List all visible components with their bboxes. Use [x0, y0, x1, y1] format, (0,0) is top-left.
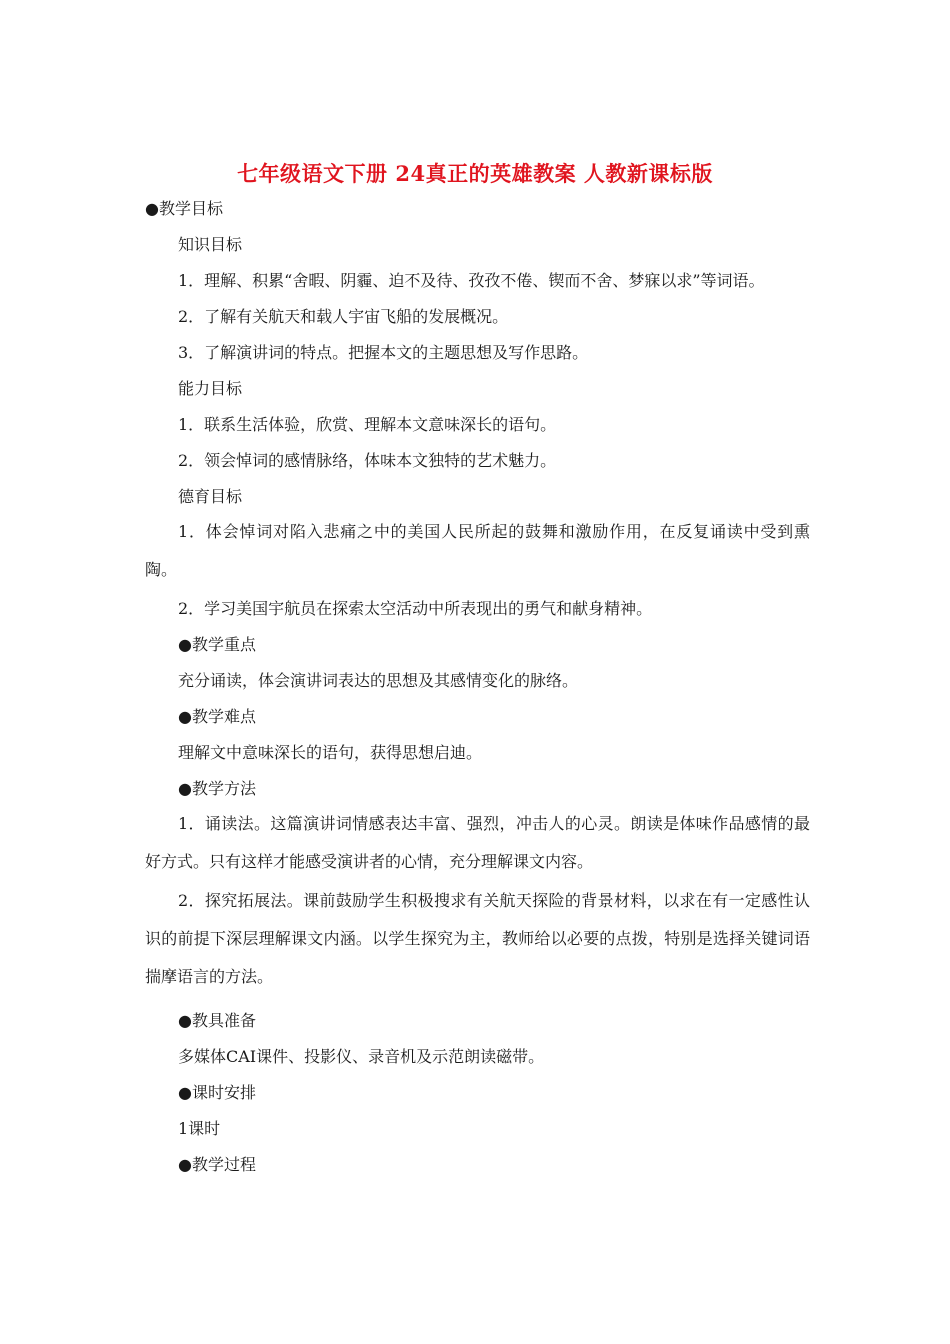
difficulty-text: 理解文中意味深长的语句，获得思想启迪。	[178, 743, 483, 762]
section-heading-schedule: ●课时安排	[178, 1083, 256, 1102]
schedule-text: 1课时	[178, 1119, 221, 1138]
section-heading-process: ●教学过程	[178, 1155, 256, 1174]
ability-item-2: 2．领会悼词的感情脉络，体味本文独特的艺术魅力。	[178, 451, 557, 470]
moral-item-2: 2．学习美国宇航员在探索太空活动中所表现出的勇气和献身精神。	[178, 599, 653, 618]
section-heading-tools: ●教具准备	[178, 1011, 256, 1030]
subheading-knowledge: 知识目标	[178, 235, 243, 254]
moral-item-1: 1．体会悼词对陷入悲痛之中的美国人民所起的鼓舞和激励作用，在反复诵读中受到熏陶。	[145, 522, 810, 579]
section-heading-difficulty: ●教学难点	[178, 707, 256, 726]
knowledge-item-2: 2．了解有关航天和载人宇宙飞船的发展概况。	[178, 307, 509, 326]
section-heading-goals: ●教学目标	[145, 199, 223, 218]
section-heading-method: ●教学方法	[178, 779, 256, 798]
method-item-1: 1．诵读法。这篇演讲词情感表达丰富、强烈，冲击人的心灵。朗读是体味作品感情的最好方式。只有这样才能感受演讲者的心情，充分理解课文内容。	[145, 814, 810, 871]
tools-text: 多媒体CAI课件、投影仪、录音机及示范朗读磁带。	[178, 1047, 545, 1066]
subheading-moral: 德育目标	[178, 487, 243, 506]
key-text: 充分诵读，体会演讲词表达的思想及其感情变化的脉络。	[178, 671, 579, 690]
knowledge-item-1: 1．理解、积累“舍暇、阴霾、迫不及待、孜孜不倦、锲而不舍、梦寐以求”等词语。	[178, 271, 765, 290]
document-title: 七年级语文下册 24真正的英雄教案 人教新课标版	[237, 161, 713, 186]
section-heading-key: ●教学重点	[178, 635, 256, 654]
ability-item-1: 1．联系生活体验，欣赏、理解本文意味深长的语句。	[178, 415, 557, 434]
subheading-ability: 能力目标	[178, 379, 243, 398]
method-item-2: 2．探究拓展法。课前鼓励学生积极搜求有关航天探险的背景材料，以求在有一定感性认识的前提下深层理解课文内涵。以学生探究为主，教师给以必要的点拨，特别是选择关键词语揣摩语言的方法。	[145, 891, 810, 986]
knowledge-item-3: 3．了解演讲词的特点。把握本文的主题思想及写作思路。	[178, 343, 589, 362]
